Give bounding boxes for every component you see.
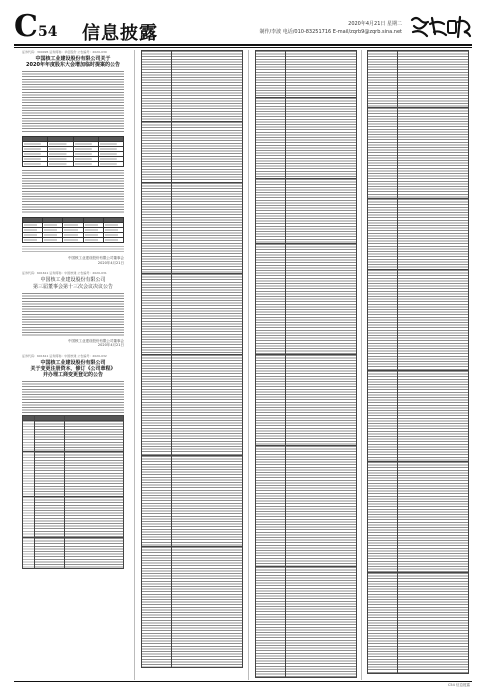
footer-page-label: C54 信息披露	[447, 683, 470, 687]
notice-kicker: 证券代码：601611 证券简称：中国核建 公告编号：2020-031	[22, 271, 107, 276]
notice-title-line: 中国核工业建设股份有限公司	[40, 359, 106, 366]
masthead-rule	[14, 44, 472, 46]
notice-title-line: 并办理工商变更登记的公告	[42, 372, 103, 379]
notice-articles-amendment	[22, 354, 124, 570]
notice-signature	[22, 256, 124, 265]
notice-title-line: 关于变更注册资本、修订《公司章程》	[30, 366, 116, 373]
notice-title-line: 中国核工业建设股份有限公司关于	[35, 56, 111, 62]
column-3	[255, 50, 357, 680]
column-4	[367, 50, 469, 680]
signature-date: 2020年4月21日	[97, 343, 124, 348]
section-title: 信息披露	[82, 23, 158, 44]
signature-company: 中国核工业建设股份有限公司董事会	[68, 338, 124, 343]
notice-title	[22, 56, 124, 68]
voting-table	[22, 217, 124, 243]
notice-board-resolution	[22, 271, 124, 347]
notice-body	[22, 246, 124, 254]
footer-rule	[14, 681, 472, 682]
notice-title	[22, 277, 124, 289]
notice-kicker: 证券代码：601611 证券简称：中国核建 公告编号：2020-032	[22, 353, 107, 358]
notice-body	[22, 170, 124, 214]
notice-title-line: 2020年年度股东大会增加临时提案的公告	[26, 62, 120, 69]
notice-body	[22, 381, 124, 415]
brand-logo	[408, 12, 472, 42]
notice-shareholder-meeting	[22, 50, 124, 265]
column-2	[141, 50, 243, 680]
masthead	[14, 9, 472, 44]
amendment-table	[22, 415, 124, 569]
notice-body	[22, 293, 124, 337]
proposal-table	[22, 136, 124, 167]
editor-line: 制作/李波 电话/010-83251716 E-mail/zqrb9@zqrb.sina.net	[259, 29, 402, 35]
notice-title	[22, 360, 124, 379]
column-separator	[361, 50, 362, 680]
page-letter: C	[14, 9, 38, 44]
date-line: 2020年4月21日 星期二	[348, 21, 402, 27]
column-separator	[134, 50, 135, 680]
amendment-table-continued	[367, 50, 469, 674]
notice-title-line: 中国核工业建设股份有限公司	[40, 277, 106, 284]
notice-kicker: 证券代码：300095 证券简称：华伍股份 公告编号：2020-030	[22, 50, 107, 54]
amendment-table-continued	[255, 50, 357, 678]
amendment-table-continued	[141, 50, 243, 668]
column-1	[22, 50, 124, 680]
notice-signature	[22, 339, 124, 348]
notice-title-line: 第三届董事会第十三次会议决议公告	[32, 283, 113, 290]
masthead-rule-thin	[14, 47, 472, 48]
column-separator	[248, 50, 249, 680]
page-number: 54	[38, 24, 58, 40]
notice-body	[22, 71, 124, 133]
signature-date: 2020年4月21日	[97, 260, 124, 265]
signature-company: 中国核工业建设股份有限公司董事会	[68, 256, 124, 261]
